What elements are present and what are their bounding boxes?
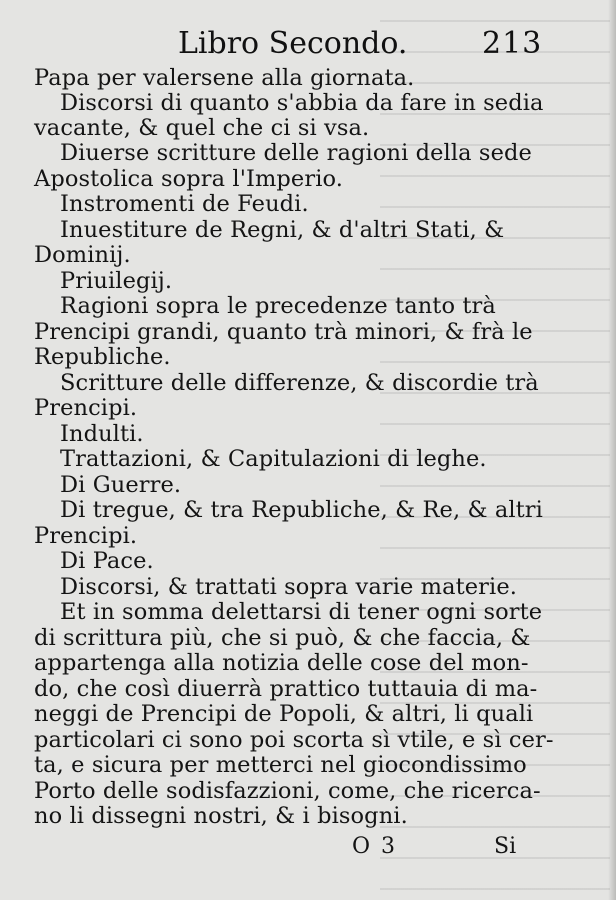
text-line: Inuestiture de Regni, & d'altri Stati, & — [60, 217, 505, 243]
text-line: particolari ci sono poi scorta sì vtile, e sì cer- — [34, 727, 554, 753]
text-line: Trattazioni, & Capitulazioni di leghe. — [60, 446, 487, 472]
text-line: vacante, & quel che ci si vsa. — [34, 115, 370, 141]
text-line: Apostolica sopra l'Imperio. — [34, 166, 343, 192]
text-line: Discorsi di quanto s'abbia da fare in sedia — [60, 90, 544, 116]
text-line: Papa per valersene alla giornata. — [34, 65, 415, 91]
text-line: Instromenti de Feudi. — [60, 191, 309, 217]
text-line: appartenga alla notizia delle cose del mon- — [34, 650, 529, 676]
page-edge-shadow — [608, 0, 616, 900]
text-line: Discorsi, & trattati sopra varie materie. — [60, 574, 517, 600]
text-line: di scrittura più, che si può, & che faccia, & — [34, 625, 531, 651]
page-footer — [0, 833, 616, 867]
text-line: Priuilegij. — [60, 268, 173, 294]
text-line: Diuerse scritture delle ragioni della sede — [60, 140, 532, 166]
text-line: do, che così diuerrà prattico tuttauia di ma- — [34, 676, 538, 702]
text-line: Prencipi. — [34, 395, 138, 421]
text-line: Ragioni sopra le precedenze tanto trà — [60, 293, 496, 319]
text-line: Di Pace. — [60, 548, 154, 574]
text-line: no li dissegni nostri, & i bisogni. — [34, 803, 408, 829]
text-line: Et in somma delettarsi di tener ogni sorte — [60, 599, 543, 625]
text-line: Dominij. — [34, 242, 131, 268]
text-line: neggi de Prencipi de Popoli, & altri, li quali — [34, 701, 534, 727]
text-line: Di tregue, & tra Republiche, & Re, & altri — [60, 497, 543, 523]
running-head — [0, 26, 616, 66]
text-line: Indulti. — [60, 421, 144, 447]
running-title: Libro Secondo. — [178, 26, 408, 61]
text-line: ta, e sicura per metterci nel giocondissimo — [34, 752, 527, 778]
text-line: Porto delle sodisfazzioni, come, che ricerca- — [34, 778, 541, 804]
signature-mark: O 3 — [352, 834, 398, 859]
page-number: 213 — [482, 26, 543, 61]
text-line: Prencipi grandi, quanto trà minori, & frà le — [34, 319, 533, 345]
catchword: Si — [494, 834, 517, 859]
text-line: Di Guerre. — [60, 472, 182, 498]
text-line: Republiche. — [34, 344, 171, 370]
body-text — [34, 64, 554, 834]
text-line: Scritture delle differenze, & discordie trà — [60, 370, 539, 396]
text-line: Prencipi. — [34, 523, 138, 549]
